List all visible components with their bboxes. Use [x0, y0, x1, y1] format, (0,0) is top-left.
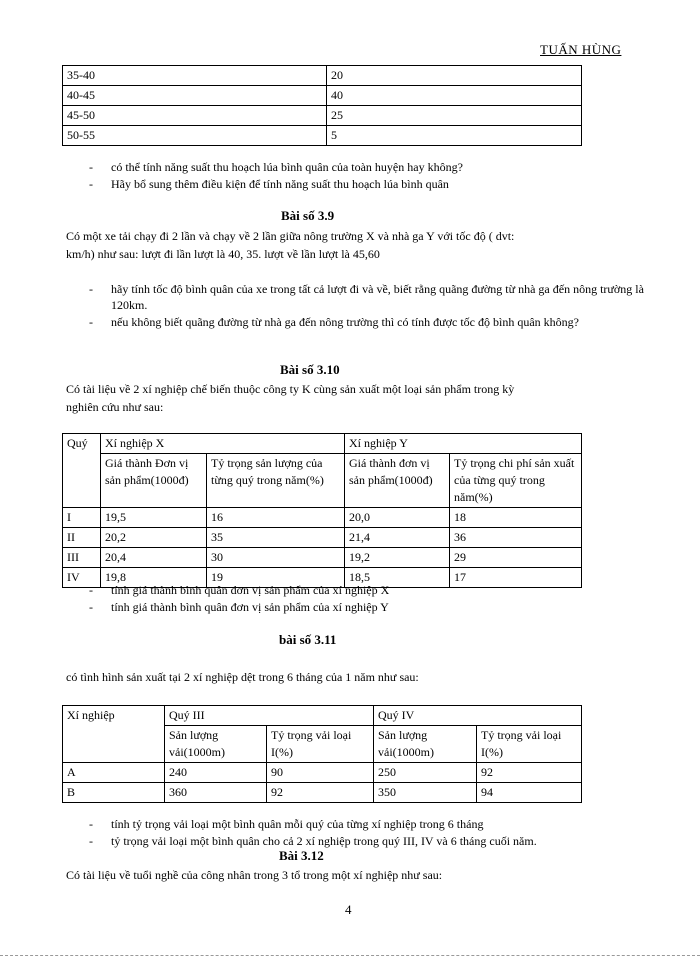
exercise-3-9-bullets	[89, 281, 649, 331]
exercise-3-11-title: bài số 3.11	[279, 632, 337, 647]
header-q4-share: Tỷ trọng vải loại I(%)	[477, 726, 582, 763]
table-cell: 18,5	[345, 568, 450, 588]
table-cell: 50-55	[63, 126, 327, 146]
page-bottom-border	[0, 955, 700, 956]
table-cell: 29	[450, 548, 582, 568]
exercise-3-10-title: Bài số 3.10	[280, 362, 340, 377]
exercise-3-10-bullets	[89, 582, 649, 616]
table-cell: 360	[165, 783, 267, 803]
table-cell: 240	[165, 763, 267, 783]
header-y-unit-cost: Giá thành đơn vị sản phẩm(1000đ)	[345, 454, 450, 508]
table-cell: IV	[63, 568, 101, 588]
exercise-3-9-text-line2: km/h) như sau: lượt đi lần lượt là 40, 35. lượt về lần lượt là 45,60	[66, 247, 380, 261]
header-q3-share: Tỷ trọng vải loại I(%)	[267, 726, 374, 763]
table-cell: 36	[450, 528, 582, 548]
page-number: 4	[345, 902, 352, 917]
table-cell: 19	[207, 568, 345, 588]
table-cell: B	[63, 783, 165, 803]
table-row	[63, 548, 582, 568]
exercise-3-10-text-line1: Có tài liệu về 2 xí nghiệp chế biến thuộc công ty K cùng sản xuất một loại sản phẩm trong kỳ	[66, 382, 515, 396]
list-item: - nếu không biết quãng đường từ nhà ga đến nông trường thì có tính được tốc độ bình quân không?	[89, 314, 649, 330]
table-cell: 18	[450, 508, 582, 528]
table-cell: 40-45	[63, 86, 327, 106]
header-y-cost-share: Tỷ trọng chi phí sản xuất của từng quý trong năm(%)	[450, 454, 582, 508]
table-row	[63, 106, 582, 126]
table-cell: 19,8	[101, 568, 207, 588]
table-cell: 21,4	[345, 528, 450, 548]
table-cell: 92	[267, 783, 374, 803]
table-cell: 5	[327, 126, 582, 146]
table-cell: 350	[374, 783, 477, 803]
header-q3-output: Sản lượng vải(1000m)	[165, 726, 267, 763]
table-cell: 25	[327, 106, 582, 126]
table-cell: A	[63, 763, 165, 783]
table-row	[63, 783, 582, 803]
table-row	[63, 763, 582, 783]
header-quarter-4: Quý IV	[374, 706, 582, 726]
table-cell: 250	[374, 763, 477, 783]
header-factory-y: Xí nghiệp Y	[345, 434, 582, 454]
table-cell: 19,2	[345, 548, 450, 568]
exercise-3-11-bullets	[89, 816, 669, 850]
table-cell: 45-50	[63, 106, 327, 126]
table-cell: III	[63, 548, 101, 568]
list-item: - tính tỷ trọng vải loại một bình quân mỗi quý của từng xí nghiệp trong 6 tháng	[89, 816, 669, 832]
bullet-list-1	[89, 159, 649, 193]
table-cell: 40	[327, 86, 582, 106]
table-cell: 30	[207, 548, 345, 568]
table-row	[63, 66, 582, 86]
table-cell: II	[63, 528, 101, 548]
list-item: - hãy tính tốc độ bình quân của xe trong tất cả lượt đi và về, biết rằng quãng đường từ nhà ga đến nông trường là 120km.	[89, 281, 649, 313]
page-header-author: TUẤN HÙNG	[540, 42, 622, 57]
table-cell: 35-40	[63, 66, 327, 86]
table-factory-costs	[62, 433, 582, 588]
table-cell: 16	[207, 508, 345, 528]
header-factory: Xí nghiệp	[63, 706, 165, 763]
table-cell: 20	[327, 66, 582, 86]
table-cell: 19,5	[101, 508, 207, 528]
table-row	[63, 126, 582, 146]
header-quarter: Quý	[63, 434, 101, 508]
list-item: - tính giá thành bình quân đơn vị sản phẩm của xí nghiệp X	[89, 582, 649, 598]
table-cell: 94	[477, 783, 582, 803]
exercise-3-12-text: Có tài liệu về tuổi nghề của công nhân trong 3 tổ trong một xí nghiệp như sau:	[66, 868, 443, 882]
table-cell: 20,2	[101, 528, 207, 548]
header-factory-x: Xí nghiệp X	[101, 434, 345, 454]
table-row	[63, 508, 582, 528]
list-item: - tính giá thành bình quân đơn vị sản phẩm của xí nghiệp Y	[89, 599, 649, 615]
header-x-output-share: Tỷ trọng sản lượng của từng quý trong năm(%)	[207, 454, 345, 508]
exercise-3-12-title: Bài 3.12	[279, 848, 324, 863]
list-item: - tỷ trọng vải loại một bình quân cho cả 2 xí nghiệp trong quý III, IV và 6 tháng cuối năm.	[89, 833, 669, 849]
table-cell: 20,0	[345, 508, 450, 528]
exercise-3-11-text: có tình hình sản xuất tại 2 xí nghiệp dệt trong 6 tháng của 1 năm như sau:	[66, 670, 419, 684]
exercise-3-10-text-line2: nghiên cứu như sau:	[66, 400, 164, 414]
table-cell: 92	[477, 763, 582, 783]
table-cell: 35	[207, 528, 345, 548]
table-yield-distribution	[62, 65, 582, 146]
table-row	[63, 86, 582, 106]
table-cell: I	[63, 508, 101, 528]
header-q4-output: Sản lượng vải(1000m)	[374, 726, 477, 763]
table-cell: 17	[450, 568, 582, 588]
header-x-unit-cost: Giá thành Đơn vị sản phẩm(1000đ)	[101, 454, 207, 508]
exercise-3-9-title: Bài số 3.9	[281, 208, 335, 223]
table-textile-output	[62, 705, 582, 803]
list-item: - có thể tính năng suất thu hoạch lúa bình quân của toàn huyện hay không?	[89, 159, 649, 175]
header-quarter-3: Quý III	[165, 706, 374, 726]
exercise-3-9-text-line1: Có một xe tải chạy đi 2 lần và chạy về 2 lần giữa nông trường X và nhà ga Y với tốc độ ( dvt:	[66, 229, 515, 243]
table-row	[63, 528, 582, 548]
table-cell: 20,4	[101, 548, 207, 568]
list-item: - Hãy bổ sung thêm điều kiện để tính năng suất thu hoạch lúa bình quân	[89, 176, 649, 192]
table-cell: 90	[267, 763, 374, 783]
